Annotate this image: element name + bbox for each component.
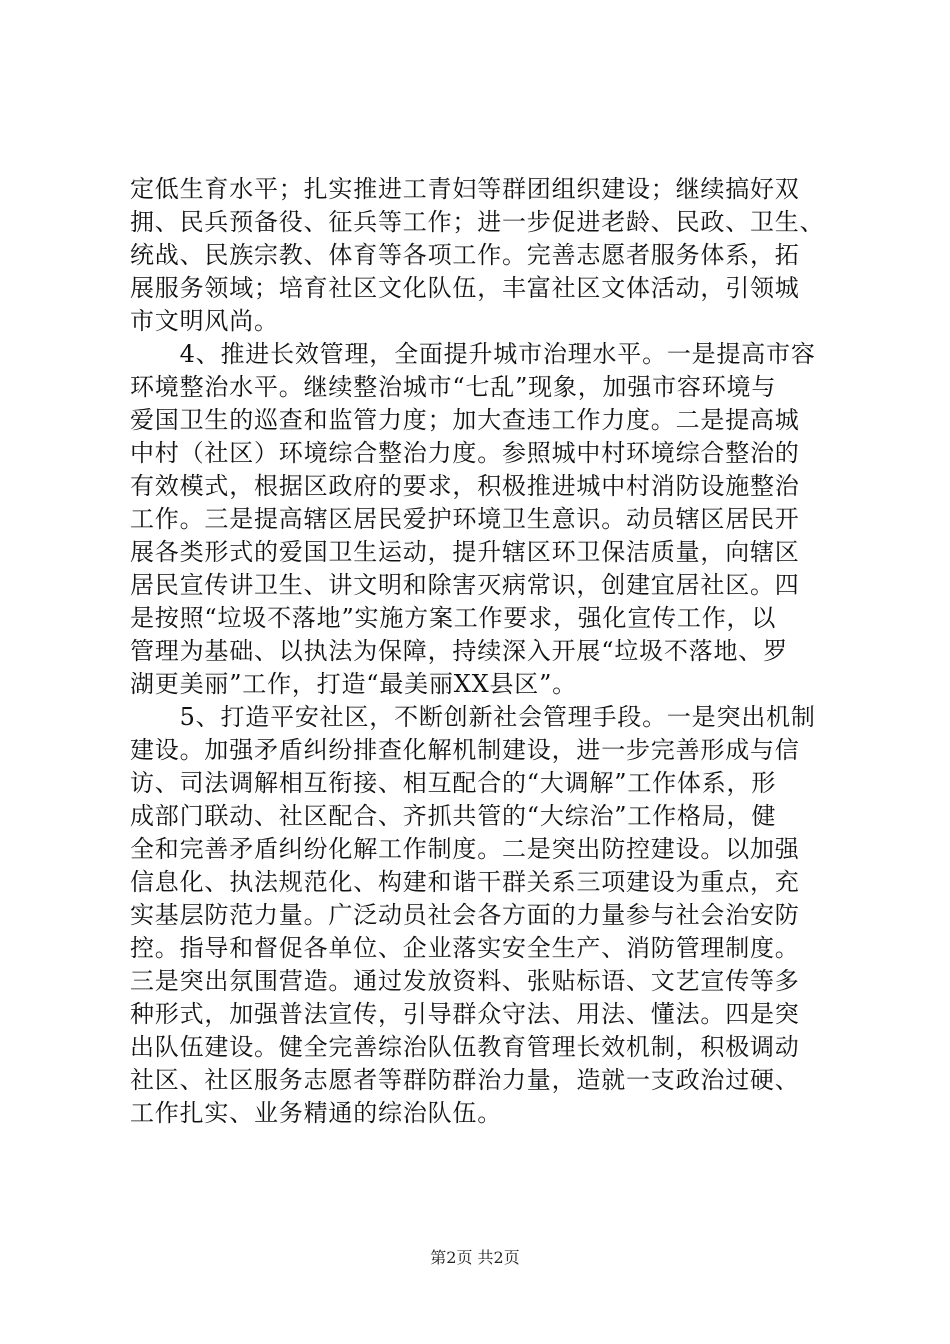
text-line: 统战、民族宗教、体育等各项工作。完善志愿者服务体系，拓 xyxy=(130,241,800,269)
text-line: 工作扎实、业务精通的综治队伍。 xyxy=(130,1099,502,1127)
text-line: 居民宣传讲卫生、讲文明和除害灭病常识，创建宜居社区。四 xyxy=(130,571,800,599)
text-line: 建设。加强矛盾纠纷排查化解机制建设，进一步完善形成与信 xyxy=(130,736,800,764)
text-line: 信息化、执法规范化、构建和谐干群关系三项建设为重点，充 xyxy=(130,868,800,896)
text-line: 全和完善矛盾纠纷化解工作制度。二是突出防控建设。以加强 xyxy=(130,835,800,863)
text-line: 种形式，加强普法宣传，引导群众守法、用法、懂法。四是突 xyxy=(130,1000,800,1028)
text-line: 成部门联动、社区配合、齐抓共管的“大综治”工作格局，健 xyxy=(130,802,777,830)
text-line: 爱国卫生的巡查和监管力度；加大查违工作力度。二是提高城 xyxy=(130,406,800,434)
text-line: 拥、民兵预备役、征兵等工作；进一步促进老龄、民政、卫生、 xyxy=(130,208,825,236)
page-footer: 第2页 共2页 xyxy=(430,1248,520,1267)
text-line: 管理为基础、以执法为保障，持续深入开展“垃圾不落地、罗 xyxy=(130,637,788,665)
text-line: 访、司法调解相互衔接、相互配合的“大调解”工作体系，形 xyxy=(130,769,777,797)
text-line: 中村（社区）环境综合整治力度。参照城中村环境综合整治的 xyxy=(130,439,800,467)
text-line: 社区、社区服务志愿者等群防群治力量，造就一支政治过硬、 xyxy=(130,1066,800,1094)
text-line: 工作。三是提高辖区居民爱护环境卫生意识。动员辖区居民开 xyxy=(130,505,800,533)
text-line: 5、打造平安社区，不断创新社会管理手段。一是突出机制 xyxy=(130,703,816,731)
text-line: 市文明风尚。 xyxy=(130,307,279,335)
text-line: 定低生育水平；扎实推进工青妇等群团组织建设；继续搞好双 xyxy=(130,175,800,203)
text-line: 出队伍建设。健全完善综治队伍教育管理长效机制，积极调动 xyxy=(130,1033,800,1061)
text-line: 实基层防范力量。广泛动员社会各方面的力量参与社会治安防 xyxy=(130,901,800,929)
text-line: 环境整治水平。继续整治城市“七乱”现象，加强市容环境与 xyxy=(130,373,777,401)
text-line: 展各类形式的爱国卫生运动，提升辖区环卫保洁质量，向辖区 xyxy=(130,538,800,566)
text-line: 有效模式，根据区政府的要求，积极推进城中村消防设施整治 xyxy=(130,472,800,500)
text-line: 展服务领域；培育社区文化队伍，丰富社区文体活动，引领城 xyxy=(130,274,800,302)
text-line: 湖更美丽”工作，打造“最美丽XX县区”。 xyxy=(130,670,577,698)
body-text xyxy=(130,173,830,1130)
text-line: 4、推进长效管理，全面提升城市治理水平。一是提高市容 xyxy=(130,340,816,368)
text-line: 是按照“垃圾不落地”实施方案工作要求，强化宣传工作，以 xyxy=(130,604,777,632)
text-line: 控。指导和督促各单位、企业落实安全生产、消防管理制度。 xyxy=(130,934,800,962)
text-line: 三是突出氛围营造。通过发放资料、张贴标语、文艺宣传等多 xyxy=(130,967,800,995)
